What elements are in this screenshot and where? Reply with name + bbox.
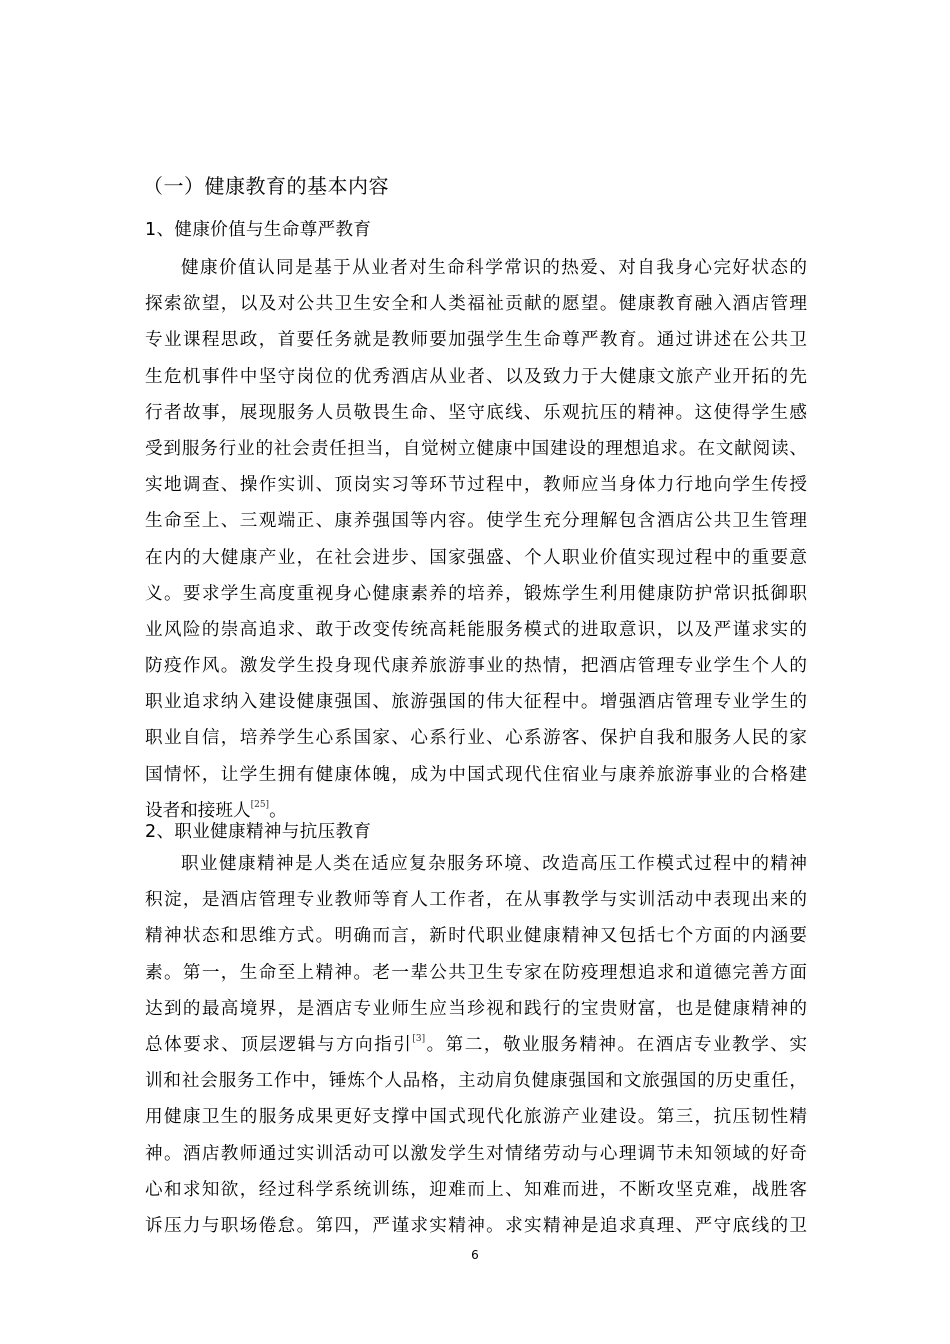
paragraph-line: 探索欲望，以及对公共卫生安全和人类福祉贡献的愿望。健康教育融入酒店管理 <box>145 294 807 315</box>
paragraph-line: 训和社会服务工作中，锤炼个人品格，主动肩负健康强国和文旅强国的历史重任， <box>145 1071 807 1092</box>
paragraph-line: 诉压力与职场倦怠。第四，严谨求实精神。求实精神是追求真理、严守底线的卫 <box>145 1215 807 1236</box>
paragraph-line: 义。要求学生高度重视身心健康素养的培养，锻炼学生利用健康防护常识抵御职 <box>145 583 807 604</box>
paragraph-line: 健康价值认同是基于从业者对生命科学常识的热爱、对自我身心完好状态的 <box>181 258 807 278</box>
paragraph-line: 达到的最高境界，是酒店专业师生应当珍视和践行的宝贵财富，也是健康精神的 <box>145 998 807 1019</box>
page-number: 6 <box>471 1248 479 1262</box>
paragraph-line: 生危机事件中坚守岗位的优秀酒店从业者、以及致力于大健康文旅产业开拓的先 <box>145 366 807 387</box>
paragraph-line: 神。酒店教师通过实训活动可以激发学生对情绪劳动与心理调节未知领域的好奇 <box>145 1143 807 1164</box>
paragraph-line: 职业自信，培养学生心系国家、心系行业、心系游客、保护自我和服务人民的家 <box>145 728 807 749</box>
paragraph-line: 职业健康精神是人类在适应复杂服务环境、改造高压工作模式过程中的精神 <box>181 854 807 874</box>
paragraph-line: 受到服务行业的社会责任担当，自觉树立健康中国建设的理想追求。在文献阅读、 <box>145 438 807 459</box>
line-text: 。第二，敬业服务精神。在酒店专业教学、实 <box>425 1034 807 1055</box>
paragraph-line: 行者故事，展现服务人员敬畏生命、坚守底线、乐观抗压的精神。这使得学生感 <box>145 402 807 423</box>
paragraph-line: 积淀，是酒店管理专业教师等育人工作者，在从事教学与实训活动中表现出来的 <box>145 890 807 911</box>
citation-marker: [3] <box>412 1033 426 1044</box>
paragraph-line: 素。第一，生命至上精神。老一辈公共卫生专家在防疫理想追求和道德完善方面 <box>145 962 807 983</box>
line-text: 总体要求、顶层逻辑与方向指引 <box>145 1034 413 1055</box>
citation-marker: [25] <box>250 799 270 810</box>
paragraph-health-value <box>145 250 807 829</box>
paragraph-line: 生命至上、三观端正、康养强国等内容。使学生充分理解包含酒店公共卫生管理 <box>145 511 807 532</box>
line-text: 。 <box>269 800 287 821</box>
paragraph-line: 专业课程思政，首要任务就是教师要加强学生生命尊严教育。通过讲述在公共卫 <box>145 330 807 351</box>
subsection-heading-1: 1、健康价值与生命尊严教育 <box>145 220 372 240</box>
paragraph-line: 用健康卫生的服务成果更好支撑中国式现代化旅游产业建设。第三，抗压韧性精 <box>145 1107 807 1128</box>
paragraph-line: 实地调查、操作实训、顶岗实习等环节过程中，教师应当身体力行地向学生传授 <box>145 475 807 496</box>
paragraph-line: 防疫作风。激发学生投身现代康养旅游事业的热情，把酒店管理专业学生个人的 <box>145 656 807 677</box>
paragraph-line: 国情怀，让学生拥有健康体魄，成为中国式现代住宿业与康养旅游事业的合格建 <box>145 764 807 785</box>
paragraph-line: 在内的大健康产业，在社会进步、国家强盛、个人职业价值实现过程中的重要意 <box>145 547 807 568</box>
subsection-heading-2: 2、职业健康精神与抗压教育 <box>145 822 372 842</box>
paragraph-line-with-citation <box>145 1027 807 1063</box>
paragraph-line: 精神状态和思维方式。明确而言，新时代职业健康精神又包括七个方面的内涵要 <box>145 926 807 947</box>
line-text: 设者和接班人 <box>145 800 251 821</box>
paragraph-professional-spirit <box>145 846 807 1244</box>
paragraph-line: 心和求知欲，经过科学系统训练，迎难而上、知难而进，不断攻坚克难，战胜客 <box>145 1179 807 1200</box>
paragraph-line: 业风险的崇高追求、敢于改变传统高耗能服务模式的进取意识，以及严谨求实的 <box>145 619 807 640</box>
paragraph-line: 职业追求纳入建设健康强国、旅游强国的伟大征程中。增强酒店管理专业学生的 <box>145 692 807 713</box>
section-heading: （一）健康教育的基本内容 <box>143 174 389 198</box>
